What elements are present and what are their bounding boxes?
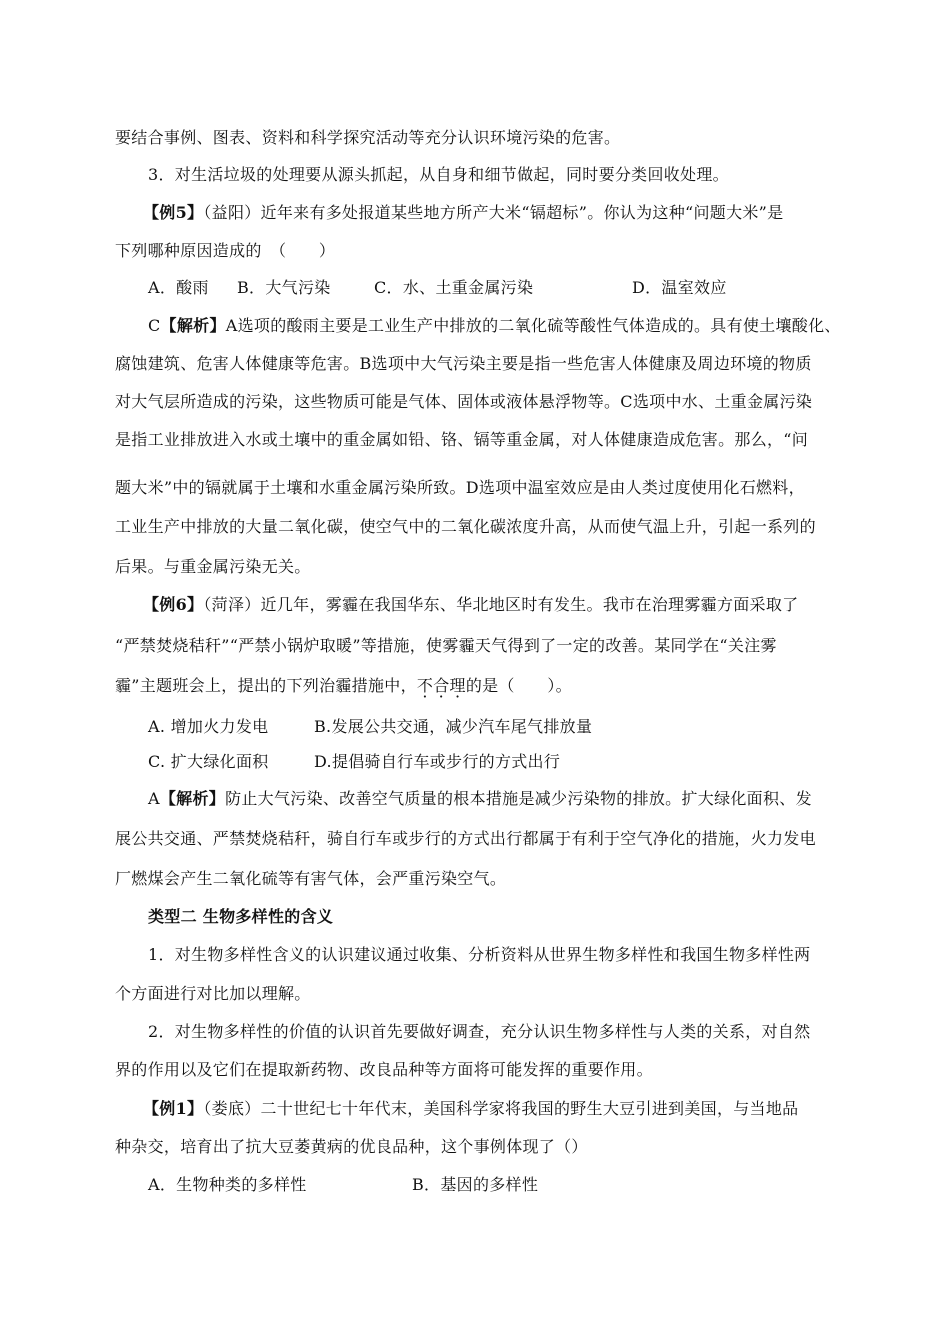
analysis-line bbox=[148, 789, 812, 809]
line-text: 展公共交通、严禁焚烧秸秆，骑自行车或步行的方式出行都属于有利于空气净化的措施，火力发电 bbox=[115, 829, 816, 848]
analysis-tag: 【解析】 bbox=[159, 789, 226, 808]
line-text: 3．对生活垃圾的处理要从源头抓起，从自身和细节做起，同时要分类回收处理。 bbox=[148, 165, 729, 184]
option-d: D.提倡骑自行车或步行的方式出行 bbox=[314, 752, 561, 771]
emphasis-char: 合 bbox=[433, 676, 450, 695]
text-line bbox=[148, 165, 729, 185]
line-text: 的是（ ）。 bbox=[465, 676, 572, 695]
answer-letter: C bbox=[148, 316, 161, 335]
text-line bbox=[115, 984, 311, 1004]
example-tag: 【例6】 bbox=[143, 595, 204, 614]
line-text: 题大米”中的镉就属于土壤和水重金属污染所致。D选项中温室效应是由人类过度使用化石燃料， bbox=[115, 478, 805, 497]
answer-letter: A bbox=[148, 789, 160, 808]
text-line bbox=[115, 1060, 653, 1080]
text-line bbox=[115, 557, 311, 577]
option-d: D．温室效应 bbox=[632, 278, 727, 297]
analysis-tag: 【解析】 bbox=[160, 316, 226, 335]
text-line bbox=[115, 517, 816, 537]
line-text: 1．对生物多样性含义的认识建议通过收集、分析资料从世界生物多样性和我国生物多样性两 bbox=[148, 945, 811, 964]
line-text: 对大气层所造成的污染，这些物质可能是气体、固体或液体悬浮物等。C选项中水、土重金属污染 bbox=[115, 392, 813, 411]
text-line bbox=[115, 478, 805, 498]
example-5-heading bbox=[143, 203, 783, 223]
text-line bbox=[115, 829, 816, 849]
option-b: B.发展公共交通，减少汽车尾气排放量 bbox=[314, 717, 593, 736]
line-text: 工业生产中排放的大量二氧化碳，使空气中的二氧化碳浓度升高，从而使气温上升，引起一系列的 bbox=[115, 517, 816, 536]
text-line bbox=[115, 354, 812, 374]
emphasis-char: 不 bbox=[416, 676, 434, 695]
text-line bbox=[115, 430, 808, 450]
line-text: 个方面进行对比加以理解。 bbox=[115, 984, 311, 1003]
text-line bbox=[115, 392, 812, 412]
option-a: A．酸雨 bbox=[148, 278, 209, 297]
line-text: 腐蚀建筑、危害人体健康等危害。B选项中大气污染主要是指一些危害人体健康及周边环境的物质 bbox=[115, 354, 812, 373]
option-a: A. 增加火力发电 bbox=[148, 717, 269, 736]
option-b: B．大气污染 bbox=[237, 278, 331, 297]
text-line bbox=[115, 869, 506, 889]
option-c: C. 扩大绿化面积 bbox=[148, 752, 269, 771]
line-text: 防止大气污染、改善空气质量的根本措施是减少污染物的排放。扩大绿化面积、发 bbox=[225, 789, 812, 808]
option-c: C．水、土重金属污染 bbox=[374, 278, 534, 297]
text-line bbox=[115, 241, 335, 261]
line-text: 是指工业排放进入水或土壤中的重金属如铅、铬、镉等重金属，对人体健康造成危害。那么，“问 bbox=[115, 430, 809, 449]
text-line bbox=[115, 128, 620, 148]
line-text: 2．对生物多样性的价值的认识首先要做好调查，充分认识生物多样性与人类的关系，对自然 bbox=[148, 1022, 811, 1041]
example-tag: 【例1】 bbox=[143, 1099, 204, 1118]
example-1-heading bbox=[143, 1099, 798, 1119]
line-text: 要结合事例、图表、资料和科学探究活动等充分认识环境污染的危害。 bbox=[115, 128, 621, 147]
line-text: A选项的酸雨主要是工业生产中排放的二氧化硫等酸性气体造成的。具有使土壤酸化、 bbox=[225, 316, 841, 335]
text-line bbox=[115, 676, 572, 696]
line-text: “严禁焚烧秸秆”“严禁小锅炉取暖”等措施，使雾霾天气得到了一定的改善。某同学在“关注雾 bbox=[115, 636, 777, 655]
line-text: 下列哪种原因造成的 （ ） bbox=[115, 241, 336, 260]
option-b: B．基因的多样性 bbox=[412, 1175, 539, 1194]
option-a: A．生物种类的多样性 bbox=[148, 1175, 307, 1194]
line-text: 种杂交，培育出了抗大豆萎黄病的优良品种，这个事例体现了（） bbox=[115, 1137, 588, 1156]
example-tag: 【例5】 bbox=[143, 203, 204, 222]
text-line bbox=[148, 945, 810, 965]
section-title: 类型二 生物多样性的含义 bbox=[148, 907, 334, 926]
line-text: 霾”主题班会上，提出的下列治霾措施中， bbox=[115, 676, 417, 695]
line-text: 厂燃煤会产生二氧化硫等有害气体，会严重污染空气。 bbox=[115, 869, 507, 888]
analysis-line bbox=[148, 316, 841, 336]
line-text: 界的作用以及它们在提取新药物、改良品种等方面将可能发挥的重要作用。 bbox=[115, 1060, 653, 1079]
line-text: 后果。与重金属污染无关。 bbox=[115, 557, 311, 576]
line-text: （益阳）近年来有多处报道某些地方所产大米“镉超标”。你认为这种“问题大米”是 bbox=[203, 203, 784, 222]
line-text: （菏泽）近几年，雾霾在我国华东、华北地区时有发生。我市在治理雾霾方面采取了 bbox=[203, 595, 799, 614]
emphasis-char: 理 bbox=[449, 676, 466, 695]
section-heading bbox=[148, 907, 333, 927]
example-6-heading bbox=[143, 595, 798, 615]
text-line bbox=[115, 1137, 588, 1157]
text-line bbox=[148, 1022, 810, 1042]
line-text: （娄底）二十世纪七十年代末，美国科学家将我国的野生大豆引进到美国，与当地品 bbox=[203, 1099, 799, 1118]
text-line bbox=[115, 636, 777, 656]
